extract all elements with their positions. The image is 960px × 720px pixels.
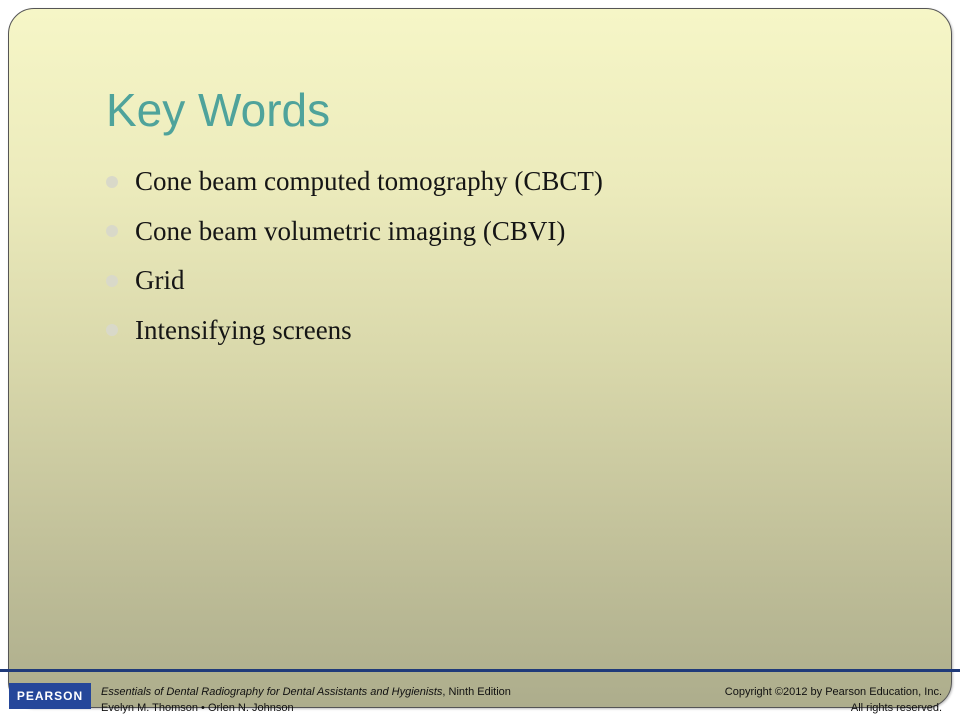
key-words-list [106,157,603,355]
pearson-logo [9,683,91,709]
bullet-text: Cone beam volumetric imaging (CBVI) [135,215,566,246]
list-item [106,207,603,257]
rights-text: All rights reserved. [850,702,942,714]
book-edition: , Ninth Edition [442,686,511,698]
bullet-text: Intensifying screens [135,314,352,345]
bullet-icon [106,324,118,336]
footer-copyright [725,684,942,716]
list-item [106,157,603,207]
book-authors: Evelyn M. Thomson • Orlen N. Johnson [101,702,294,714]
slide-title: Key Words [106,84,331,136]
list-item [106,306,603,356]
copyright-text: Copyright ©2012 by Pearson Education, Inc. [724,686,942,698]
bullet-icon [106,275,118,287]
list-item [106,256,603,306]
bullet-icon [106,176,118,188]
citation-line [101,684,511,700]
bullet-text: Grid [135,265,185,296]
footer-citation [101,684,511,716]
logo-text: PEARSON [16,689,84,703]
book-title: Essentials of Dental Radiography for Dental Assistants and Hygienists [101,686,443,698]
bullet-text: Cone beam computed tomography (CBCT) [135,166,603,197]
footer-divider [0,669,960,672]
bullet-icon [106,225,118,237]
